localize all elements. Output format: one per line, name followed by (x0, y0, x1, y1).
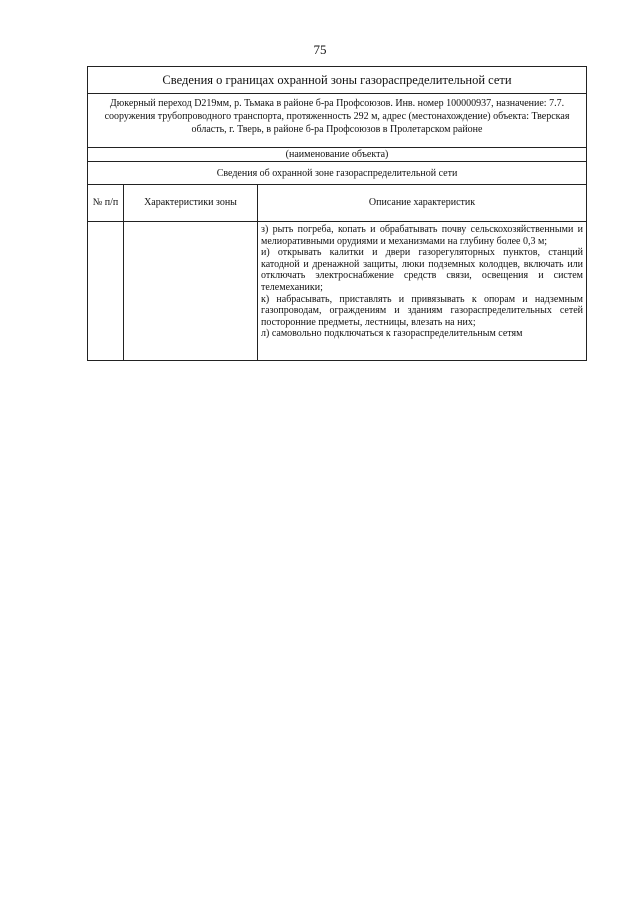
table-row (88, 222, 587, 361)
column-header-description: Описание характеристик (258, 185, 587, 222)
description-item: и) открывать калитки и двери газорегуляторных пунктов, станций катодной и дренажной защиты, люки подземных колодцев, включать или отключать электроснабжение средств связи, освещения и систем телемеханики; (261, 247, 584, 293)
row-description-cell (258, 222, 587, 361)
page-number: 75 (313, 42, 327, 57)
section-title: Сведения об охранной зоне газораспределительной сети (88, 162, 587, 185)
protection-zone-table (87, 66, 587, 361)
object-caption: (наименование объекта) (88, 148, 587, 162)
table-header-row (88, 185, 587, 222)
column-header-number: № п/п (88, 185, 124, 222)
document-title: Сведения о границах охранной зоны газораспределительной сети (88, 67, 587, 94)
row-zone-characteristics-cell (124, 222, 258, 361)
column-header-zone-characteristics: Характеристики зоны (124, 185, 258, 222)
description-item: к) набрасывать, приставлять и привязывать к опорам и надземным газопроводам, ограждениям и зданиям газораспределительных сетей посторонние предметы, лестницы, влезать на них; (261, 293, 584, 328)
description-item: з) рыть погреба, копать и обрабатывать почву сельскохозяйственными и мелиоративными орудиями и механизмами на глубину более 0,3 м; (261, 224, 584, 247)
description-item: л) самовольно подключаться к газораспределительным сетям (261, 328, 523, 340)
row-number-cell (88, 222, 124, 361)
object-description: Дюкерный переход D219мм, р. Тьмака в районе б-ра Профсоюзов. Инв. номер 100000937, назначение: 7.7. сооружения трубопроводного транспорта, протяженность 292 м, адрес (местонахождение) объекта: Тверская область, г. Тверь, в районе б-ра Профсоюзов в Пролетарском районе (88, 94, 587, 148)
